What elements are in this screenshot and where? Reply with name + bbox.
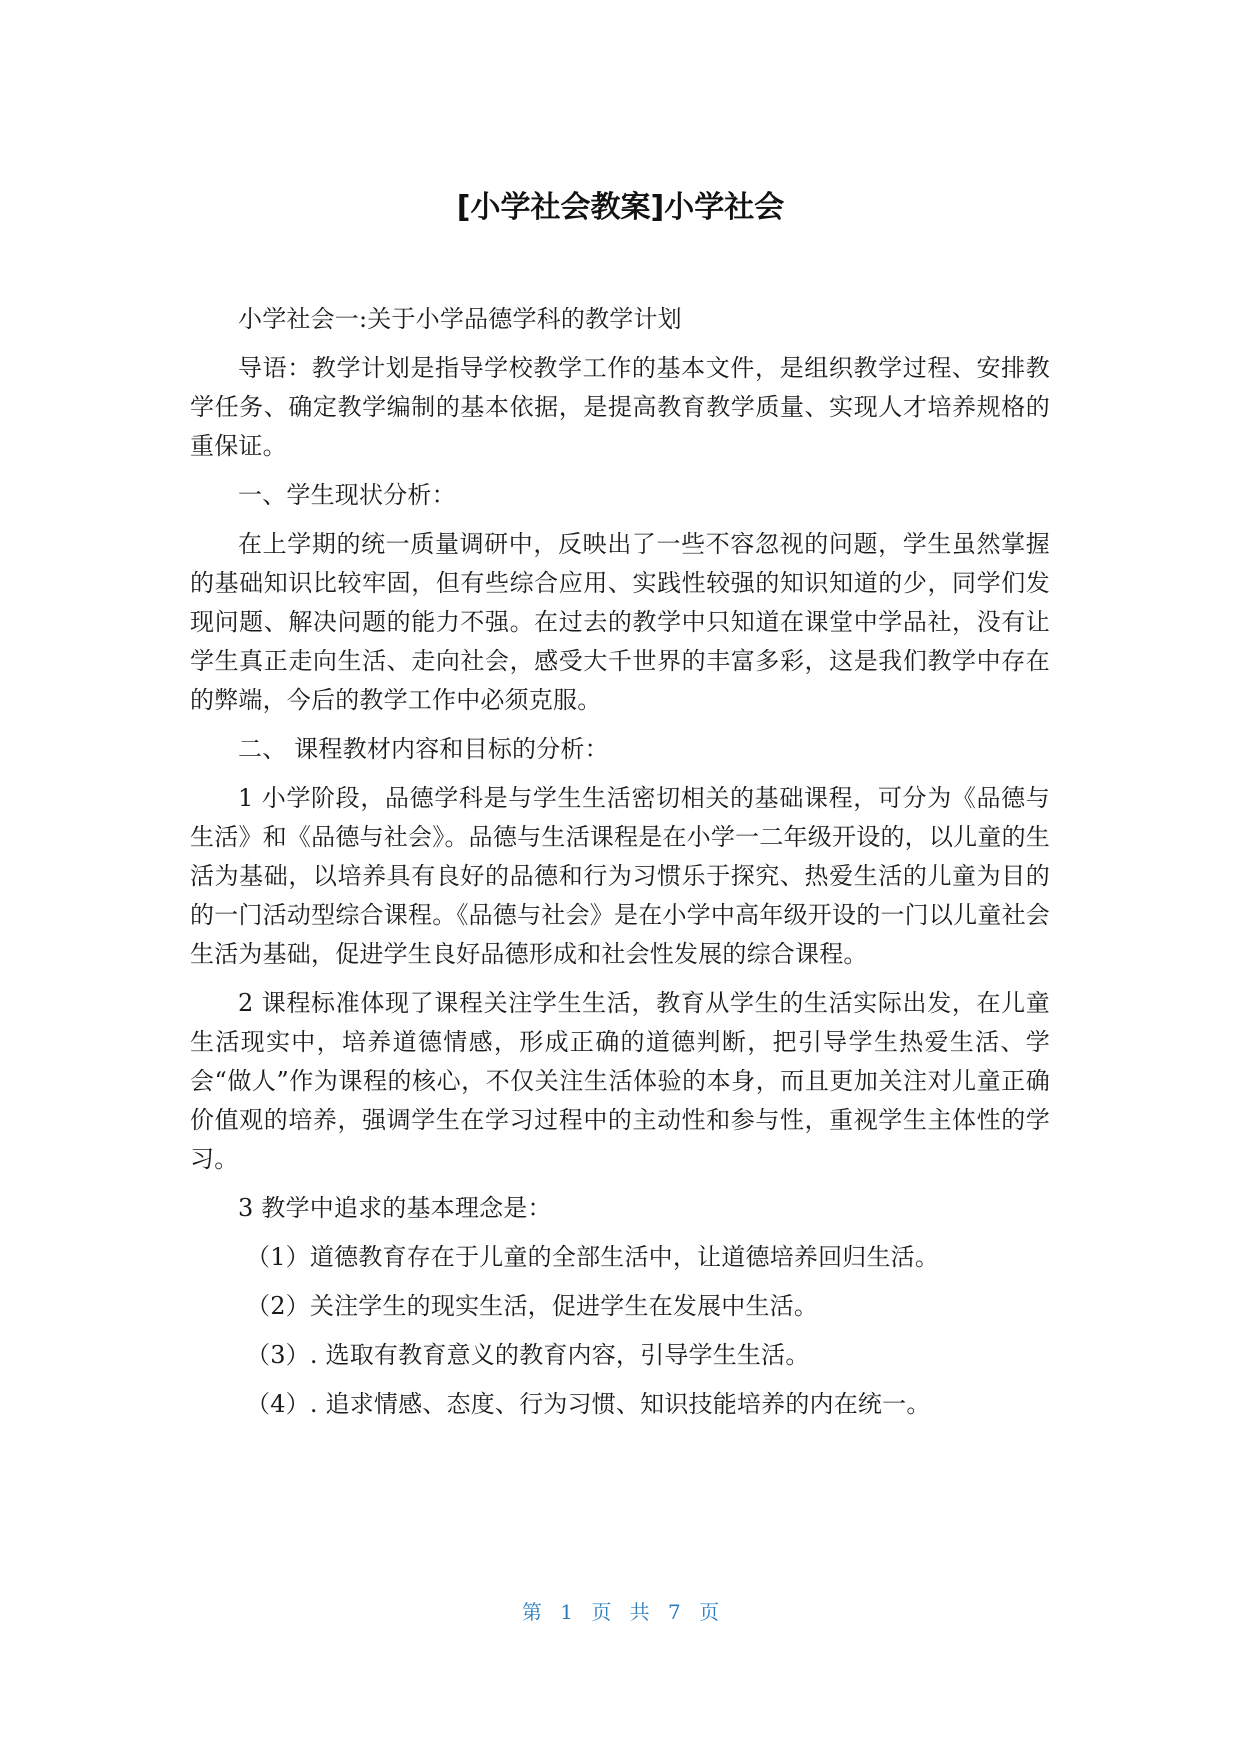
list-item: （1）道德教育存在于儿童的全部生活中，让道德培养回归生活。 — [246, 1243, 940, 1271]
paragraph: 3 教学中追求的基本理念是： — [238, 1194, 552, 1222]
page-footer — [0, 1600, 1241, 1624]
document-body — [190, 300, 1050, 1434]
section-heading: 二、 课程教材内容和目标的分析： — [238, 735, 609, 763]
page-label-mid: 页 共 — [591, 1600, 650, 1624]
list-item: （2）关注学生的现实生活，促进学生在发展中生活。 — [246, 1292, 819, 1320]
list-item: （4）. 追求情感、态度、行为习惯、知识技能培养的内在统一。 — [246, 1390, 931, 1418]
section-heading: 小学社会一:关于小学品德学科的教学计划 — [238, 305, 682, 333]
paragraph: 1 小学阶段，品德学科是与学生生活密切相关的基础课程，可分为《品德与生活》和《品德与社会》。品德与生活课程是在小学一二年级开设的，以儿童的生活为基础，以培养具有良好的品德和行为习惯乐于探究、热爱生活的儿童为目的的一门活动型综合课程。《品德与社会》是在小学中高年级开设的一门以儿童社会生活为基础，促进学生良好品德形成和社会性发展的综合课程。 — [190, 784, 1050, 968]
current-page-number: 1 — [560, 1600, 573, 1624]
page-label-suffix: 页 — [699, 1600, 720, 1624]
total-pages-number: 7 — [668, 1600, 681, 1624]
paragraph: 在上学期的统一质量调研中，反映出了一些不容忽视的问题，学生虽然掌握的基础知识比较牢固，但有些综合应用、实践性较强的知识知道的少，同学们发现问题、解决问题的能力不强。在过去的教学中只知道在课堂中学品社，没有让学生真正走向生活、走向社会，感受大千世界的丰富多彩，这是我们教学中存在的弊端，今后的教学工作中必须克服。 — [190, 530, 1050, 714]
paragraph: 2 课程标准体现了课程关注学生生活，教育从学生的生活实际出发，在儿童生活现实中，培养道德情感，形成正确的道德判断，把引导学生热爱生活、学会“做人”作为课程的核心，不仅关注生活体验的本身，而且更加关注对儿童正确价值观的培养，强调学生在学习过程中的主动性和参与性，重视学生主体性的学习。 — [190, 989, 1050, 1173]
paragraph: 导语：教学计划是指导学校教学工作的基本文件，是组织教学过程、安排教学任务、确定教学编制的基本依据，是提高教育教学质量、实现人才培养规格的重保证。 — [190, 354, 1050, 460]
list-item: （3）. 选取有教育意义的教育内容，引导学生生活。 — [246, 1341, 810, 1369]
section-heading: 一、学生现状分析： — [238, 481, 456, 509]
page-label-prefix: 第 — [521, 1600, 542, 1624]
document-title: [小学社会教案]小学社会 — [456, 190, 785, 225]
